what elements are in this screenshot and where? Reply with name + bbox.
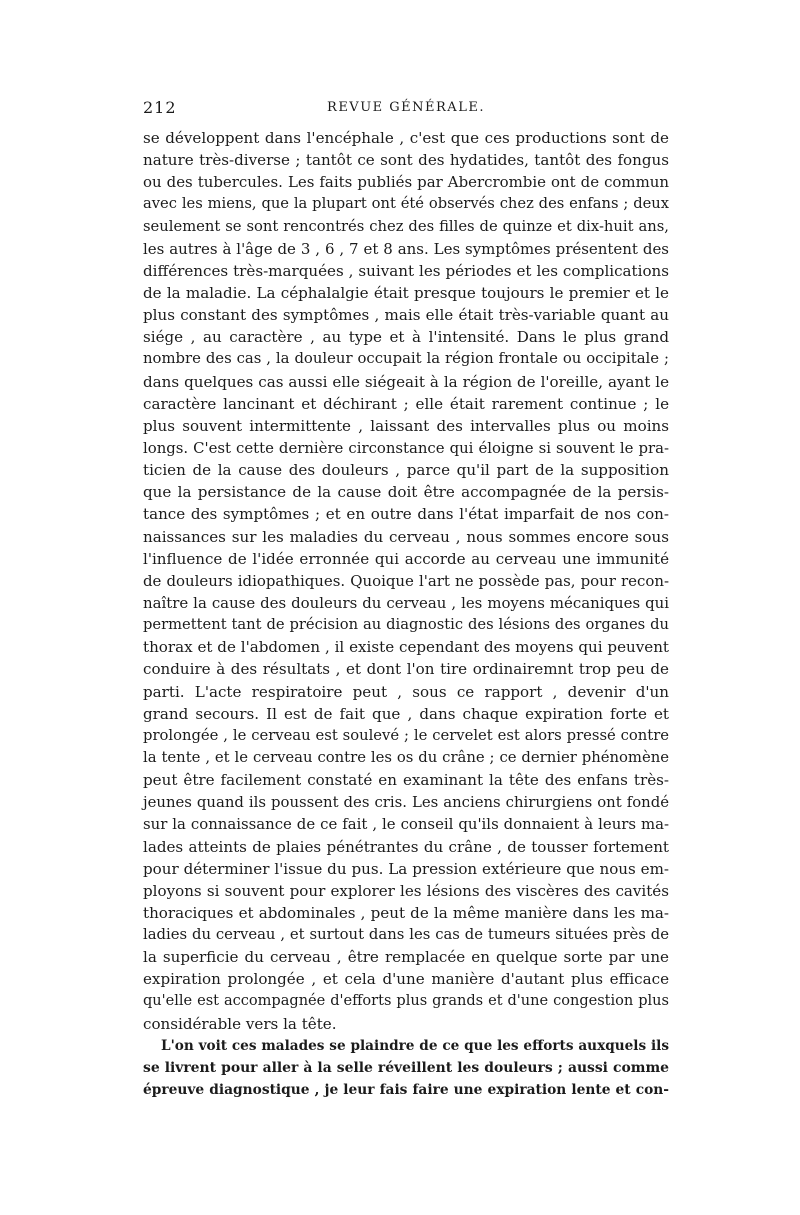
text-line: caractère lancinant et déchirant ; elle était rarement continue ; le — [143, 394, 669, 413]
text-line: de la maladie. La céphalalgie était presque toujours le premier et le — [143, 283, 669, 302]
text-line: seulement se sont rencontrés chez des filles de quinze et dix-huit ans, — [143, 217, 669, 235]
text-line: thorax et de l'abdomen , il existe cependant des moyens qui peuvent — [143, 638, 669, 657]
text-line: ladies du cerveau , et surtout dans les cas de tumeurs situées près de — [143, 926, 669, 944]
text-line: pour déterminer l'issue du pus. La pression extérieure que nous em- — [143, 859, 669, 878]
page-header — [143, 98, 669, 124]
text-line: de douleurs idiopathiques. Quoique l'art ne possède pas, pour recon- — [143, 571, 669, 590]
text-line: ticien de la cause des douleurs , parce qu'il part de la supposition — [143, 461, 669, 480]
text-line: tance des symptômes ; et en outre dans l'état imparfait de nos con- — [143, 505, 669, 524]
text-line: parti. L'acte respiratoire peut , sous ce rapport , devenir d'un — [143, 682, 669, 701]
text-line: nombre des cas , la douleur occupait la région frontale ou occipitale ; — [143, 350, 669, 368]
text-line: thoraciques et abdominales , peut de la même manière dans les ma- — [143, 903, 669, 922]
text-line: dans quelques cas aussi elle siégeait à la région de l'oreille, ayant le — [143, 372, 669, 391]
text-line: jeunes quand ils poussent des cris. Les anciens chirurgiens ont fondé — [143, 793, 669, 812]
text-line: l'influence de l'idée erronnée qui accorde au cerveau une immunité — [143, 549, 669, 568]
text-line: grand secours. Il est de fait que , dans chaque expiration forte et — [143, 704, 669, 723]
text-line: permettent tant de précision au diagnostic des lésions des organes du — [143, 616, 669, 634]
paragraph-start-line: L'on voit ces malades se plaindre de ce que les efforts auxquels ils — [161, 1037, 669, 1054]
text-line: naissances sur les maladies du cerveau , nous sommes encore sous — [143, 527, 669, 546]
text-line: nature très-diverse ; tantôt ce sont des hydatides, tantôt des fongus — [143, 151, 669, 170]
body-text — [143, 127, 669, 1101]
text-line: sur la connaissance de ce fait , le conseil qu'ils donnaient à leurs ma- — [143, 815, 669, 834]
text-line: naître la cause des douleurs du cerveau , les moyens mécaniques qui — [143, 593, 669, 612]
text-line: se développent dans l'encéphale , c'est que ces productions sont de — [143, 129, 669, 147]
text-line: conduire à des résultats , et dont l'on tire ordinairemnt trop peu de — [143, 660, 669, 679]
running-head: REVUE GÉNÉRALE. — [327, 100, 485, 115]
text-line: ou des tubercules. Les faits publiés par Abercrombie ont de commun — [143, 173, 669, 192]
text-line: se livrent pour aller à la selle réveillent les douleurs ; aussi comme — [143, 1059, 669, 1076]
text-line: la tente , et le cerveau contre les os du crâne ; ce dernier phénomène — [143, 748, 669, 766]
text-line: la superficie du cerveau , être remplacée en quelque sorte par une — [143, 948, 669, 967]
text-line: avec les miens, que la plupart ont été observés chez des enfans ; deux — [143, 195, 669, 213]
text-line: plus constant des symptômes , mais elle était très-variable quant au — [143, 306, 669, 325]
text-line: lades atteints de plaies pénétrantes du crâne , de tousser fortement — [143, 837, 669, 856]
text-line: siége , au caractère , au type et à l'intensité. Dans le plus grand — [143, 328, 669, 347]
text-line: peut être facilement constaté en examinant la tête des enfans très- — [143, 771, 669, 790]
text-line: épreuve diagnostique , je leur fais faire une expiration lente et con- — [143, 1082, 669, 1099]
text-line: longs. C'est cette dernière circonstance qui éloigne si souvent le pra- — [143, 438, 669, 457]
text-line: différences très-marquées , suivant les périodes et les complications — [143, 261, 669, 280]
text-line: ployons si souvent pour explorer les lésions des viscères des cavités — [143, 881, 669, 900]
text-line: qu'elle est accompagnée d'efforts plus grands et d'une congestion plus — [143, 993, 669, 1010]
text-line: plus souvent intermittente , laissant des intervalles plus ou moins — [143, 416, 669, 435]
page-number: 212 — [143, 98, 177, 117]
text-line: les autres à l'âge de 3 , 6 , 7 et 8 ans. Les symptômes présentent des — [143, 239, 669, 258]
paragraph-end-line: considérable vers la tête. — [143, 1014, 337, 1033]
text-line: que la persistance de la cause doit être accompagnée de la persis- — [143, 483, 669, 502]
text-line: expiration prolongée , et cela d'une manière d'autant plus efficace — [143, 970, 669, 989]
text-line: prolongée , le cerveau est soulevé ; le cervelet est alors pressé contre — [143, 726, 669, 744]
